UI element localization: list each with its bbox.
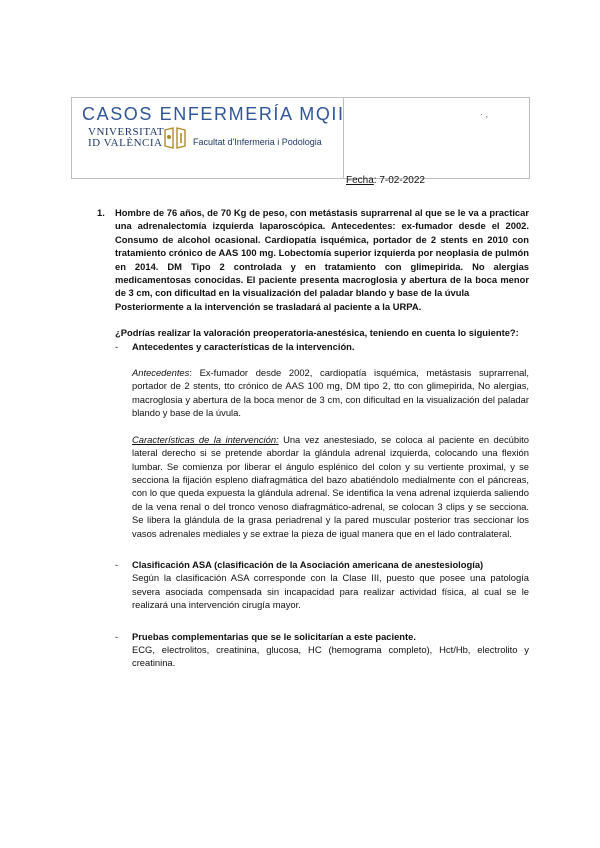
case-description-text: Hombre de 76 años, de 70 Kg de peso, con metástasis suprarrenal al que se le va a practicar una adrenalectomía izquierda laparoscópica. Antecedentes: ex-fumador desde el 2002. Consumo de alcohol ocasional. Cardiopatía isquémica, portador de 2 stents en 2010 con tratamiento crónico de AAS 100 mg. Lobectomía superior izquierda por neoplasia de pulmón en 2014. DM Tipo 2 controlada y en tratamiento con glimepirida. No alergias medicamentosas conocidas. El paciente presenta macroglosia y abertura de la boca menor de 3 cm, con dificultad en la visualización del paladar blando y base de la úvula: [115, 207, 529, 299]
list-item-antecedentes: [115, 340, 529, 353]
antecedentes-label: Antecedentes: [132, 367, 190, 379]
list-dash: -: [115, 558, 119, 570]
pruebas-text: ECG, electrolitos, creatinina, glucosa, HC (hemograma completo), Hct/Hb, electrolito y creatinina.: [132, 643, 529, 669]
question-prompt: ¿Podrías realizar la valoración preoperatoria-anestésica, teniendo en cuenta lo siguiente?:: [115, 327, 519, 339]
list-item-pruebas: [115, 630, 529, 643]
date-value: : 7-02-2022: [373, 175, 425, 186]
university-seal-icon: [163, 126, 187, 152]
caracteristicas-block: [132, 433, 529, 540]
item-title-asa: Clasificación ASA (clasificación de la Asociación americana de anestesiología): [132, 558, 484, 570]
date-label: Fecha: [346, 175, 374, 186]
antecedentes-block: [132, 366, 529, 420]
case-content: [97, 206, 529, 670]
faculty-name: Facultat d'Infermeria i Podologia: [193, 137, 322, 147]
antecedentes-text: : Ex-fumador desde 2002, cardiopatía isquémica, metástasis suprarrenal, portador de 2 stents, tto crónico de AAS 100 mg, DM tipo 2, tto con glimepirida, No alergias, macroglosia y abertura de la boca menor de 3 cm, con dificultad en la visualización del paladar blando y base de la úvula.: [132, 367, 529, 419]
case-description: [115, 206, 529, 313]
case-post-intervention: Posteriormente a la intervención se trasladará al paciente a la URPA.: [115, 300, 422, 312]
asa-text: Según la clasificación ASA corresponde con la Clase III, puesto que posee una patología severa asociada compensada sin incapacidad para realizar actividad física, al cual se le realizará una intervención cirugía mayor.: [132, 572, 529, 611]
header-marks: · ,: [480, 109, 488, 119]
university-logo-text: [88, 127, 164, 149]
list-item-asa: [115, 558, 529, 571]
caracteristicas-paragraph: [132, 433, 529, 540]
university-line-1: VNIVERSITAT: [88, 126, 165, 138]
header-left-cell: [72, 98, 344, 178]
case-number: 1.: [97, 207, 105, 218]
date-field: [346, 175, 425, 186]
university-line-2: ID VALÈNCIA: [88, 137, 163, 149]
list-dash: -: [115, 630, 119, 642]
caracteristicas-label: Características de la intervención:: [132, 433, 279, 445]
document-title: CASOS ENFERMERÍA MQII: [82, 104, 345, 124]
antecedentes-paragraph: [132, 366, 529, 420]
caracteristicas-text: Una vez anestesiado, se coloca al paciente en decúbito lateral derecho si se pretende abordar la glándula adrenal izquierda, colocando una flexión lumbar. Se comienza por liberar el ángulo esplénico del colon y su vertiente proximal, y se secciona la fijación espleno diafragmática del bazo abatiéndolo medialmente con el páncreas, con lo que queda expuesta la glándula adrenal. Se identifica la vena adrenal izquierda saliendo de la vena renal o del tronco venoso diafragmático-adrenal, se colocan 3 clips y se secciona. Se libera la glándula de la grasa periadrenal y la pared muscular posterior tras seccionar los vasos adrenales mediales y se extrae la pieza de igual manera que en el lado contralateral.: [132, 433, 529, 539]
item-title-pruebas: Pruebas complementarias que se le solicitarían a este paciente.: [132, 630, 416, 642]
document-header: [71, 97, 530, 186]
item-title-antecedentes: Antecedentes y características de la intervención.: [132, 340, 355, 352]
list-dash: -: [115, 340, 119, 352]
